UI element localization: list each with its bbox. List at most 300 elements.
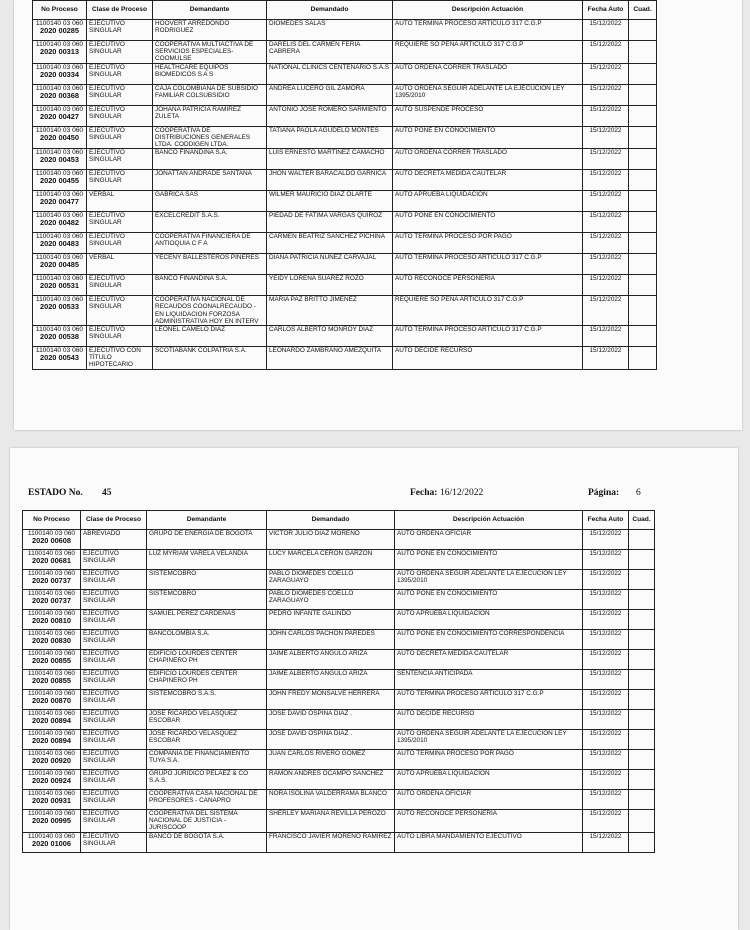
- cell-demandante: CAJA COLOMBIANA DE SUBSIDIO FAMILIAR COLSUBSIDIO: [153, 84, 267, 105]
- proceso-year-number: 2020 00870: [31, 696, 72, 706]
- table-row: [23, 550, 655, 570]
- cell-no-proceso: [23, 730, 81, 750]
- cell-cuad: [629, 832, 655, 852]
- cell-no-proceso: [33, 347, 87, 370]
- proceso-code: 1100140 03 060: [35, 63, 84, 71]
- cell-demandado: WILMER MAURICIO DIAZ OLARTE: [267, 191, 393, 212]
- table-row: [23, 630, 655, 650]
- cell-descripcion: AUTO TERMINA PROCESO ARTICULO 317 C.G.P: [393, 254, 583, 275]
- cell-descripcion: AUTO RECONOCE PERSONERÍA: [395, 810, 583, 833]
- cell-cuad: [629, 690, 655, 710]
- proceso-code: 1100140 03 060: [27, 570, 76, 577]
- cell-clase: EJECUTIVO SINGULAR: [81, 730, 147, 750]
- col-header-descripcion: Descripción Actuación: [395, 511, 583, 530]
- cell-demandado: LUIS ERNESTO MARTINEZ CAMACHO: [267, 149, 393, 170]
- cell-demandado: JAIME ALBERTO ANGULO ARIZA: [267, 670, 395, 690]
- cell-cuad: [629, 790, 655, 810]
- cell-cuad: [629, 347, 657, 370]
- cell-no-proceso: [23, 770, 81, 790]
- cell-demandado: PEDRO INFANTE GALINDO: [267, 610, 395, 630]
- proceso-code: 1100140 03 060: [35, 275, 84, 283]
- table-row: [23, 750, 655, 770]
- cell-fecha: 15/12/2022: [583, 770, 629, 790]
- proceso-code: 1100140 03 060: [27, 730, 76, 737]
- cell-descripcion: AUTO TERMINA PROCESO ARTICULO 317 C.G.P: [393, 326, 583, 347]
- cell-no-proceso: [33, 149, 87, 170]
- col-header-cuad: Cuad.: [629, 511, 655, 530]
- cell-clase: EJECUTIVO SINGULAR: [87, 105, 153, 126]
- cell-clase: EJECUTIVO SINGULAR: [81, 550, 147, 570]
- table-row: [23, 730, 655, 750]
- proceso-code: 1100140 03 060: [35, 191, 84, 199]
- cell-descripcion: AUTO APRUEBA LIQUIDACIÓN: [395, 610, 583, 630]
- cell-fecha: 15/12/2022: [583, 84, 629, 105]
- proceso-year-number: 2020 00830: [31, 636, 72, 646]
- proceso-year-number: 2020 00334: [39, 69, 80, 79]
- proceso-year-number: 2020 00531: [39, 281, 80, 291]
- proceso-year-number: 2020 00485: [39, 260, 80, 270]
- proceso-code: 1100140 03 060: [27, 670, 76, 677]
- table-row: [33, 296, 657, 326]
- col-header-fecha: Fecha Auto: [583, 1, 629, 20]
- cell-fecha: 15/12/2022: [583, 650, 629, 670]
- cell-fecha: 15/12/2022: [583, 690, 629, 710]
- cell-cuad: [629, 650, 655, 670]
- proceso-code: 1100140 03 060: [27, 690, 76, 697]
- cell-fecha: 15/12/2022: [583, 610, 629, 630]
- cell-descripcion: AUTO DECRETA MEDIDA CAUTELAR: [393, 170, 583, 191]
- cell-demandante: JOSE RICARDO VELASQUEZ ESCOBAR: [147, 710, 267, 730]
- proceso-code: 1100140 03 060: [35, 41, 84, 48]
- cell-no-proceso: [33, 275, 87, 296]
- table-row: [23, 610, 655, 630]
- proceso-year-number: 2020 00285: [39, 26, 80, 36]
- cell-descripcion: AUTO PONE EN CONOCIMIENTO: [395, 550, 583, 570]
- cell-no-proceso: [33, 105, 87, 126]
- cell-cuad: [629, 191, 657, 212]
- cell-descripcion: AUTO ORDENA OFICIAR: [395, 530, 583, 550]
- cell-fecha: 15/12/2022: [583, 170, 629, 191]
- cell-fecha: 15/12/2022: [583, 710, 629, 730]
- cell-fecha: 15/12/2022: [583, 530, 629, 550]
- cell-demandante: COOPERATIVA FINANCIERA DE ANTIOQUIA C F A: [153, 233, 267, 254]
- proceso-year-number: 2020 00920: [31, 756, 72, 766]
- table-row: [23, 790, 655, 810]
- col-header-demandante: Demandante: [153, 1, 267, 20]
- table-row: [23, 590, 655, 610]
- cell-demandado: DARELIS DEL CARMEN FERIA CABRERA: [267, 41, 393, 64]
- cell-demandante: EDIFICIO LOURDES CENTER CHAPINERO PH: [147, 670, 267, 690]
- cell-descripcion: AUTO ORDENA CORRER TRASLADO: [393, 63, 583, 84]
- cell-descripcion: REQUIERE SO PENA ARTICULO 317 C.G.P: [393, 41, 583, 64]
- cell-demandante: COMPAÑIA DE FINANCIAMIENTO TUYA S.A.: [147, 750, 267, 770]
- cell-no-proceso: [23, 530, 81, 550]
- proceso-code: 1100140 03 060: [35, 326, 84, 334]
- col-header-descripcion: Descripción Actuación: [393, 1, 583, 20]
- cell-demandado: TATIANA PAOLA AGUDELO MONTES: [267, 126, 393, 149]
- estado-number: 45: [102, 488, 112, 498]
- proceso-code: 1100140 03 060: [27, 630, 76, 637]
- cell-cuad: [629, 770, 655, 790]
- col-header-fecha: Fecha Auto: [583, 511, 629, 530]
- proceso-code: 1100140 03 060: [27, 590, 76, 597]
- cell-cuad: [629, 296, 657, 326]
- cell-no-proceso: [23, 610, 81, 630]
- cell-cuad: [629, 105, 657, 126]
- estado-label: ESTADO No.: [28, 488, 83, 498]
- cell-cuad: [629, 326, 657, 347]
- proceso-year-number: 2020 00453: [39, 155, 80, 165]
- cell-no-proceso: [33, 41, 87, 64]
- cell-fecha: 15/12/2022: [583, 347, 629, 370]
- table-row: [23, 690, 655, 710]
- proceso-code: 1100140 03 060: [35, 149, 84, 157]
- cell-cuad: [629, 710, 655, 730]
- proceso-year-number: 2020 00427: [39, 111, 80, 121]
- cell-demandante: BANCO DE BOGOTA S.A.: [147, 832, 267, 852]
- cell-demandante: HEALTHCARE EQUIPOS BIOMEDICOS S A S: [153, 63, 267, 84]
- cell-demandado: JOSE DAVID OSPINA DIAZ .: [267, 710, 395, 730]
- cell-fecha: 15/12/2022: [583, 570, 629, 590]
- cell-descripcion: AUTO ORDENA CORRER TRASLADO: [393, 149, 583, 170]
- col-header-demandante: Demandante: [147, 511, 267, 530]
- cell-no-proceso: [23, 810, 81, 833]
- cell-descripcion: AUTO ORDENA OFICIAR: [395, 790, 583, 810]
- cell-clase: EJECUTIVO SINGULAR: [87, 63, 153, 84]
- cell-cuad: [629, 550, 655, 570]
- table-row: [33, 233, 657, 254]
- cell-demandante: HOOVERT ARREDONDO RODRIGUEZ: [153, 20, 267, 41]
- cell-cuad: [629, 20, 657, 41]
- cell-demandante: SCOTIABANK COLPATRIA S.A.: [153, 347, 267, 370]
- proceso-code: 1100140 03 060: [27, 710, 76, 717]
- proceso-code: 1100140 03 060: [35, 254, 84, 262]
- cell-demandante: BANCO FINANDINA S.A.: [153, 275, 267, 296]
- table-row: [33, 170, 657, 191]
- table-row: [33, 41, 657, 64]
- cell-demandado: PIEDAD DE FATIMA VARGAS QUIROZ: [267, 212, 393, 233]
- cell-clase: EJECUTIVO SINGULAR: [87, 149, 153, 170]
- cell-cuad: [629, 254, 657, 275]
- proceso-code: 1100140 03 060: [35, 233, 84, 241]
- cell-cuad: [629, 810, 655, 833]
- cell-no-proceso: [33, 296, 87, 326]
- col-header-clase: Clase de Proceso: [81, 511, 147, 530]
- cell-cuad: [629, 170, 657, 191]
- proceso-code: 1100140 03 060: [35, 105, 84, 113]
- cell-descripcion: AUTO PONE EN CONOCIMIENTO: [393, 126, 583, 149]
- table-row: [23, 710, 655, 730]
- cell-descripcion: AUTO APRUEBA LIQUIDACIÓN: [395, 770, 583, 790]
- cell-cuad: [629, 670, 655, 690]
- cell-demandante: LUZ MYRIAM VARELA VELANDIA: [147, 550, 267, 570]
- cell-clase: EJECUTIVO SINGULAR: [81, 710, 147, 730]
- table-row: [33, 84, 657, 105]
- cell-no-proceso: [23, 832, 81, 852]
- cell-cuad: [629, 233, 657, 254]
- cell-demandado: JUAN CARLOS RIVERO GOMEZ: [267, 750, 395, 770]
- proceso-code: 1100140 03 060: [27, 810, 76, 817]
- cell-demandado: YEIDY LORENA SUAREZ ROZO: [267, 275, 393, 296]
- table-row: [23, 770, 655, 790]
- proceso-year-number: 2020 00737: [31, 596, 72, 606]
- cell-clase: EJECUTIVO SINGULAR: [81, 790, 147, 810]
- cell-fecha: 15/12/2022: [583, 730, 629, 750]
- cell-clase: EJECUTIVO SINGULAR: [87, 212, 153, 233]
- proceso-year-number: 2020 00924: [31, 776, 72, 786]
- cell-fecha: 15/12/2022: [583, 832, 629, 852]
- table-row: [23, 650, 655, 670]
- table-row: [33, 326, 657, 347]
- cell-no-proceso: [23, 570, 81, 590]
- cell-clase: EJECUTIVO SINGULAR: [87, 170, 153, 191]
- cell-clase: EJECUTIVO SINGULAR: [81, 832, 147, 852]
- cell-clase: EJECUTIVO SINGULAR: [81, 650, 147, 670]
- estado-table-page-2: [22, 510, 655, 853]
- proceso-year-number: 2020 00455: [39, 176, 80, 186]
- estado-table-page-1: [32, 0, 657, 370]
- cell-demandante: JOSE RICARDO VELASQUEZ ESCOBAR: [147, 730, 267, 750]
- cell-clase: EJECUTIVO SINGULAR: [81, 590, 147, 610]
- cell-descripcion: AUTO TERMINA PROCESO ARTICULO 317 C.G.P: [395, 690, 583, 710]
- proceso-code: 1100140 03 060: [35, 170, 84, 178]
- proceso-code: 1100140 03 060: [27, 550, 76, 557]
- proceso-year-number: 2020 00313: [39, 47, 80, 57]
- proceso-code: 1100140 03 060: [27, 530, 76, 537]
- fecha-label: Fecha:: [410, 488, 438, 498]
- cell-no-proceso: [23, 790, 81, 810]
- table-row: [33, 149, 657, 170]
- cell-no-proceso: [33, 170, 87, 191]
- cell-fecha: 15/12/2022: [583, 670, 629, 690]
- cell-clase: EJECUTIVO SINGULAR: [81, 810, 147, 833]
- cell-no-proceso: [23, 690, 81, 710]
- cell-no-proceso: [33, 126, 87, 149]
- cell-demandante: BANCOLOMBIA S.A.: [147, 630, 267, 650]
- cell-clase: EJECUTIVO CON TÍTULO HIPOTECARIO: [87, 347, 153, 370]
- cell-fecha: 15/12/2022: [583, 810, 629, 833]
- proceso-year-number: 2020 00810: [31, 616, 72, 626]
- col-header-no-proceso: No Proceso: [23, 511, 81, 530]
- cell-no-proceso: [33, 326, 87, 347]
- proceso-year-number: 2020 00608: [31, 536, 72, 546]
- cell-cuad: [629, 750, 655, 770]
- cell-descripcion: REQUIERE SO PENA ARTICULO 317 C.G.P: [393, 296, 583, 326]
- cell-clase: EJECUTIVO SINGULAR: [81, 570, 147, 590]
- col-header-demandado: Demandado: [267, 1, 393, 20]
- cell-demandado: CARLOS ALBERTO MONROY DIAZ: [267, 326, 393, 347]
- table-row: [33, 105, 657, 126]
- cell-demandado: NORA ISOLINA VALDERRAMA BLANCO: [267, 790, 395, 810]
- cell-fecha: 15/12/2022: [583, 191, 629, 212]
- cell-clase: EJECUTIVO SINGULAR: [81, 770, 147, 790]
- cell-clase: EJECUTIVO SINGULAR: [81, 690, 147, 710]
- proceso-year-number: 2020 00894: [31, 716, 72, 726]
- cell-no-proceso: [33, 254, 87, 275]
- cell-fecha: 15/12/2022: [583, 63, 629, 84]
- cell-descripcion: AUTO PONE EN CONOCIMIENTO CORRESPONDENCIA: [395, 630, 583, 650]
- proceso-year-number: 2020 00533: [39, 302, 80, 312]
- table-row: [33, 126, 657, 149]
- col-header-cuad: Cuad.: [629, 1, 657, 20]
- document-page-2: [10, 448, 738, 930]
- cell-fecha: 15/12/2022: [583, 550, 629, 570]
- proceso-code: 1100140 03 060: [35, 126, 84, 134]
- cell-demandado: ANDREA LUCERO GIL ZAMORA: [267, 84, 393, 105]
- proceso-year-number: 2020 00477: [39, 197, 80, 207]
- table-row: [23, 670, 655, 690]
- cell-fecha: 15/12/2022: [583, 590, 629, 610]
- cell-descripcion: AUTO DECIDE RECURSO: [393, 347, 583, 370]
- cell-fecha: 15/12/2022: [583, 254, 629, 275]
- cell-clase: EJECUTIVO SINGULAR: [87, 296, 153, 326]
- cell-demandado: VICTOR JULIO DIAZ MORENO: [267, 530, 395, 550]
- cell-fecha: 15/12/2022: [583, 326, 629, 347]
- cell-demandante: COOPERATIVA DE DISTRIBUCIONES GENERALES LTDA. CODDIGEN LTDA.: [153, 126, 267, 149]
- cell-demandado: PABLO DIOMEDES COELLO ZARAGUAYO: [267, 570, 395, 590]
- cell-descripcion: AUTO APRUEBA LIQUIDACIÓN: [393, 191, 583, 212]
- cell-fecha: 15/12/2022: [583, 126, 629, 149]
- proceso-year-number: 2020 00855: [31, 676, 72, 686]
- cell-clase: EJECUTIVO SINGULAR: [81, 610, 147, 630]
- cell-demandado: JAIME ALBERTO ANGULO ARIZA: [267, 650, 395, 670]
- cell-descripcion: AUTO ORDENA SEGUIR ADELANTE LA EJECUCION LEY 1395/2010: [393, 84, 583, 105]
- cell-no-proceso: [33, 191, 87, 212]
- proceso-year-number: 2020 00681: [31, 556, 72, 566]
- cell-cuad: [629, 730, 655, 750]
- cell-demandante: JONATTAN ANDRADE SANTANA: [153, 170, 267, 191]
- cell-cuad: [629, 84, 657, 105]
- cell-descripcion: AUTO TERMINA PROCESO POR PAGO: [395, 750, 583, 770]
- cell-no-proceso: [23, 590, 81, 610]
- cell-clase: EJECUTIVO SINGULAR: [87, 326, 153, 347]
- cell-no-proceso: [33, 63, 87, 84]
- cell-fecha: 15/12/2022: [583, 275, 629, 296]
- cell-clase: EJECUTIVO SINGULAR: [87, 126, 153, 149]
- cell-cuad: [629, 610, 655, 630]
- cell-no-proceso: [33, 233, 87, 254]
- proceso-year-number: 2020 00538: [39, 332, 80, 342]
- cell-cuad: [629, 530, 655, 550]
- cell-fecha: 15/12/2022: [583, 790, 629, 810]
- proceso-year-number: 2020 00483: [39, 239, 80, 249]
- cell-no-proceso: [23, 630, 81, 650]
- cell-demandante: SISTEMCOBRO: [147, 590, 267, 610]
- proceso-year-number: 2020 00482: [39, 218, 80, 228]
- cell-demandado: JOSE DAVID OSPINA DIAZ .: [267, 730, 395, 750]
- proceso-year-number: 2020 00894: [31, 736, 72, 746]
- cell-descripcion: AUTO LIBRA MANDAMIENTO EJECUTIVO: [395, 832, 583, 852]
- estado-header: [28, 488, 718, 508]
- proceso-year-number: 2020 00995: [31, 816, 72, 826]
- cell-fecha: 15/12/2022: [583, 296, 629, 326]
- pagina-value: 6: [636, 488, 641, 498]
- proceso-code: 1100140 03 060: [27, 650, 76, 657]
- cell-no-proceso: [23, 670, 81, 690]
- cell-cuad: [629, 590, 655, 610]
- table-row: [23, 570, 655, 590]
- cell-demandante: SISTEMCOBRO: [147, 570, 267, 590]
- cell-descripcion: AUTO PONE EN CONOCIMIENTO: [395, 590, 583, 610]
- cell-demandante: JOHANA PATRICIA RAMIREZ ZULETA: [153, 105, 267, 126]
- table-row: [23, 530, 655, 550]
- table-row: [33, 347, 657, 370]
- cell-demandado: JOHN CARLOS PACHON PAREDES: [267, 630, 395, 650]
- cell-clase: VERBAL: [87, 254, 153, 275]
- cell-fecha: 15/12/2022: [583, 149, 629, 170]
- table-row: [33, 191, 657, 212]
- proceso-code: 1100140 03 060: [27, 750, 76, 757]
- cell-no-proceso: [23, 750, 81, 770]
- cell-demandado: MARIA PAZ BRITTO JIMENEZ: [267, 296, 393, 326]
- cell-demandado: SHERLEY MARIANA REVILLA PEROZO: [267, 810, 395, 833]
- cell-cuad: [629, 149, 657, 170]
- table-header-row: [23, 511, 655, 530]
- cell-clase: EJECUTIVO SINGULAR: [87, 275, 153, 296]
- cell-clase: EJECUTIVO SINGULAR: [87, 41, 153, 64]
- cell-fecha: 15/12/2022: [583, 41, 629, 64]
- table-row: [33, 275, 657, 296]
- cell-demandante: COOPERATIVA DEL SISTEMA NACIONAL DE JUSTICIA - JURISCOOP: [147, 810, 267, 833]
- col-header-clase: Clase de Proceso: [87, 1, 153, 20]
- proceso-code: 1100140 03 060: [35, 347, 84, 355]
- cell-fecha: 15/12/2022: [583, 20, 629, 41]
- table-row: [23, 832, 655, 852]
- cell-demandante: GRUPO DE ENERGIA DE BOGOTA: [147, 530, 267, 550]
- proceso-code: 1100140 03 060: [27, 770, 76, 777]
- cell-clase: EJECUTIVO SINGULAR: [81, 750, 147, 770]
- cell-no-proceso: [33, 84, 87, 105]
- document-page-1: [14, 0, 742, 430]
- cell-fecha: 15/12/2022: [583, 105, 629, 126]
- cell-demandado: PABLO DIOMEDES COELLO ZARAGUAYO: [267, 590, 395, 610]
- cell-demandante: SISTEMCOBRO S.A.S.: [147, 690, 267, 710]
- cell-fecha: 15/12/2022: [583, 630, 629, 650]
- col-header-demandado: Demandado: [267, 511, 395, 530]
- cell-no-proceso: [23, 710, 81, 730]
- cell-fecha: 15/12/2022: [583, 233, 629, 254]
- cell-descripcion: SENTENCIA ANTICIPADA: [395, 670, 583, 690]
- cell-demandado: ANTONIO JOSE ROMERO SARMIENTO: [267, 105, 393, 126]
- proceso-year-number: 2020 00931: [31, 796, 72, 806]
- cell-no-proceso: [23, 650, 81, 670]
- cell-demandante: BANCO FINANDINA S.A.: [153, 149, 267, 170]
- proceso-code: 1100140 03 060: [35, 20, 84, 27]
- cell-clase: VERBAL: [87, 191, 153, 212]
- cell-no-proceso: [33, 212, 87, 233]
- proceso-code: 1100140 03 060: [27, 832, 76, 840]
- cell-cuad: [629, 630, 655, 650]
- cell-demandante: GABRICA SAS: [153, 191, 267, 212]
- cell-descripcion: AUTO DECIDE RECURSO: [395, 710, 583, 730]
- cell-demandante: EXCELCREDIT S.A.S.: [153, 212, 267, 233]
- proceso-year-number: 2020 00450: [39, 132, 80, 142]
- proceso-code: 1100140 03 060: [35, 84, 84, 92]
- cell-descripcion: AUTO TERMINA PROCESO ARTICULO 317 C.G.P: [393, 20, 583, 41]
- cell-demandado: FRANCISCO JAVIER MORENO RAMIREZ: [267, 832, 395, 852]
- cell-demandado: LEONARDO ZAMBRANO AMEZQUITA: [267, 347, 393, 370]
- cell-fecha: 15/12/2022: [583, 750, 629, 770]
- table-row: [33, 63, 657, 84]
- cell-clase: EJECUTIVO SINGULAR: [87, 84, 153, 105]
- fecha-value: 16/12/2022: [440, 488, 484, 498]
- cell-demandado: DIOMEDES SALAS: [267, 20, 393, 41]
- cell-clase: EJECUTIVO SINGULAR: [81, 630, 147, 650]
- cell-clase: EJECUTIVO SINGULAR: [87, 233, 153, 254]
- cell-demandado: JOHN FREDY MONSALVE HERRERA: [267, 690, 395, 710]
- cell-cuad: [629, 275, 657, 296]
- proceso-code: 1100140 03 060: [35, 212, 84, 220]
